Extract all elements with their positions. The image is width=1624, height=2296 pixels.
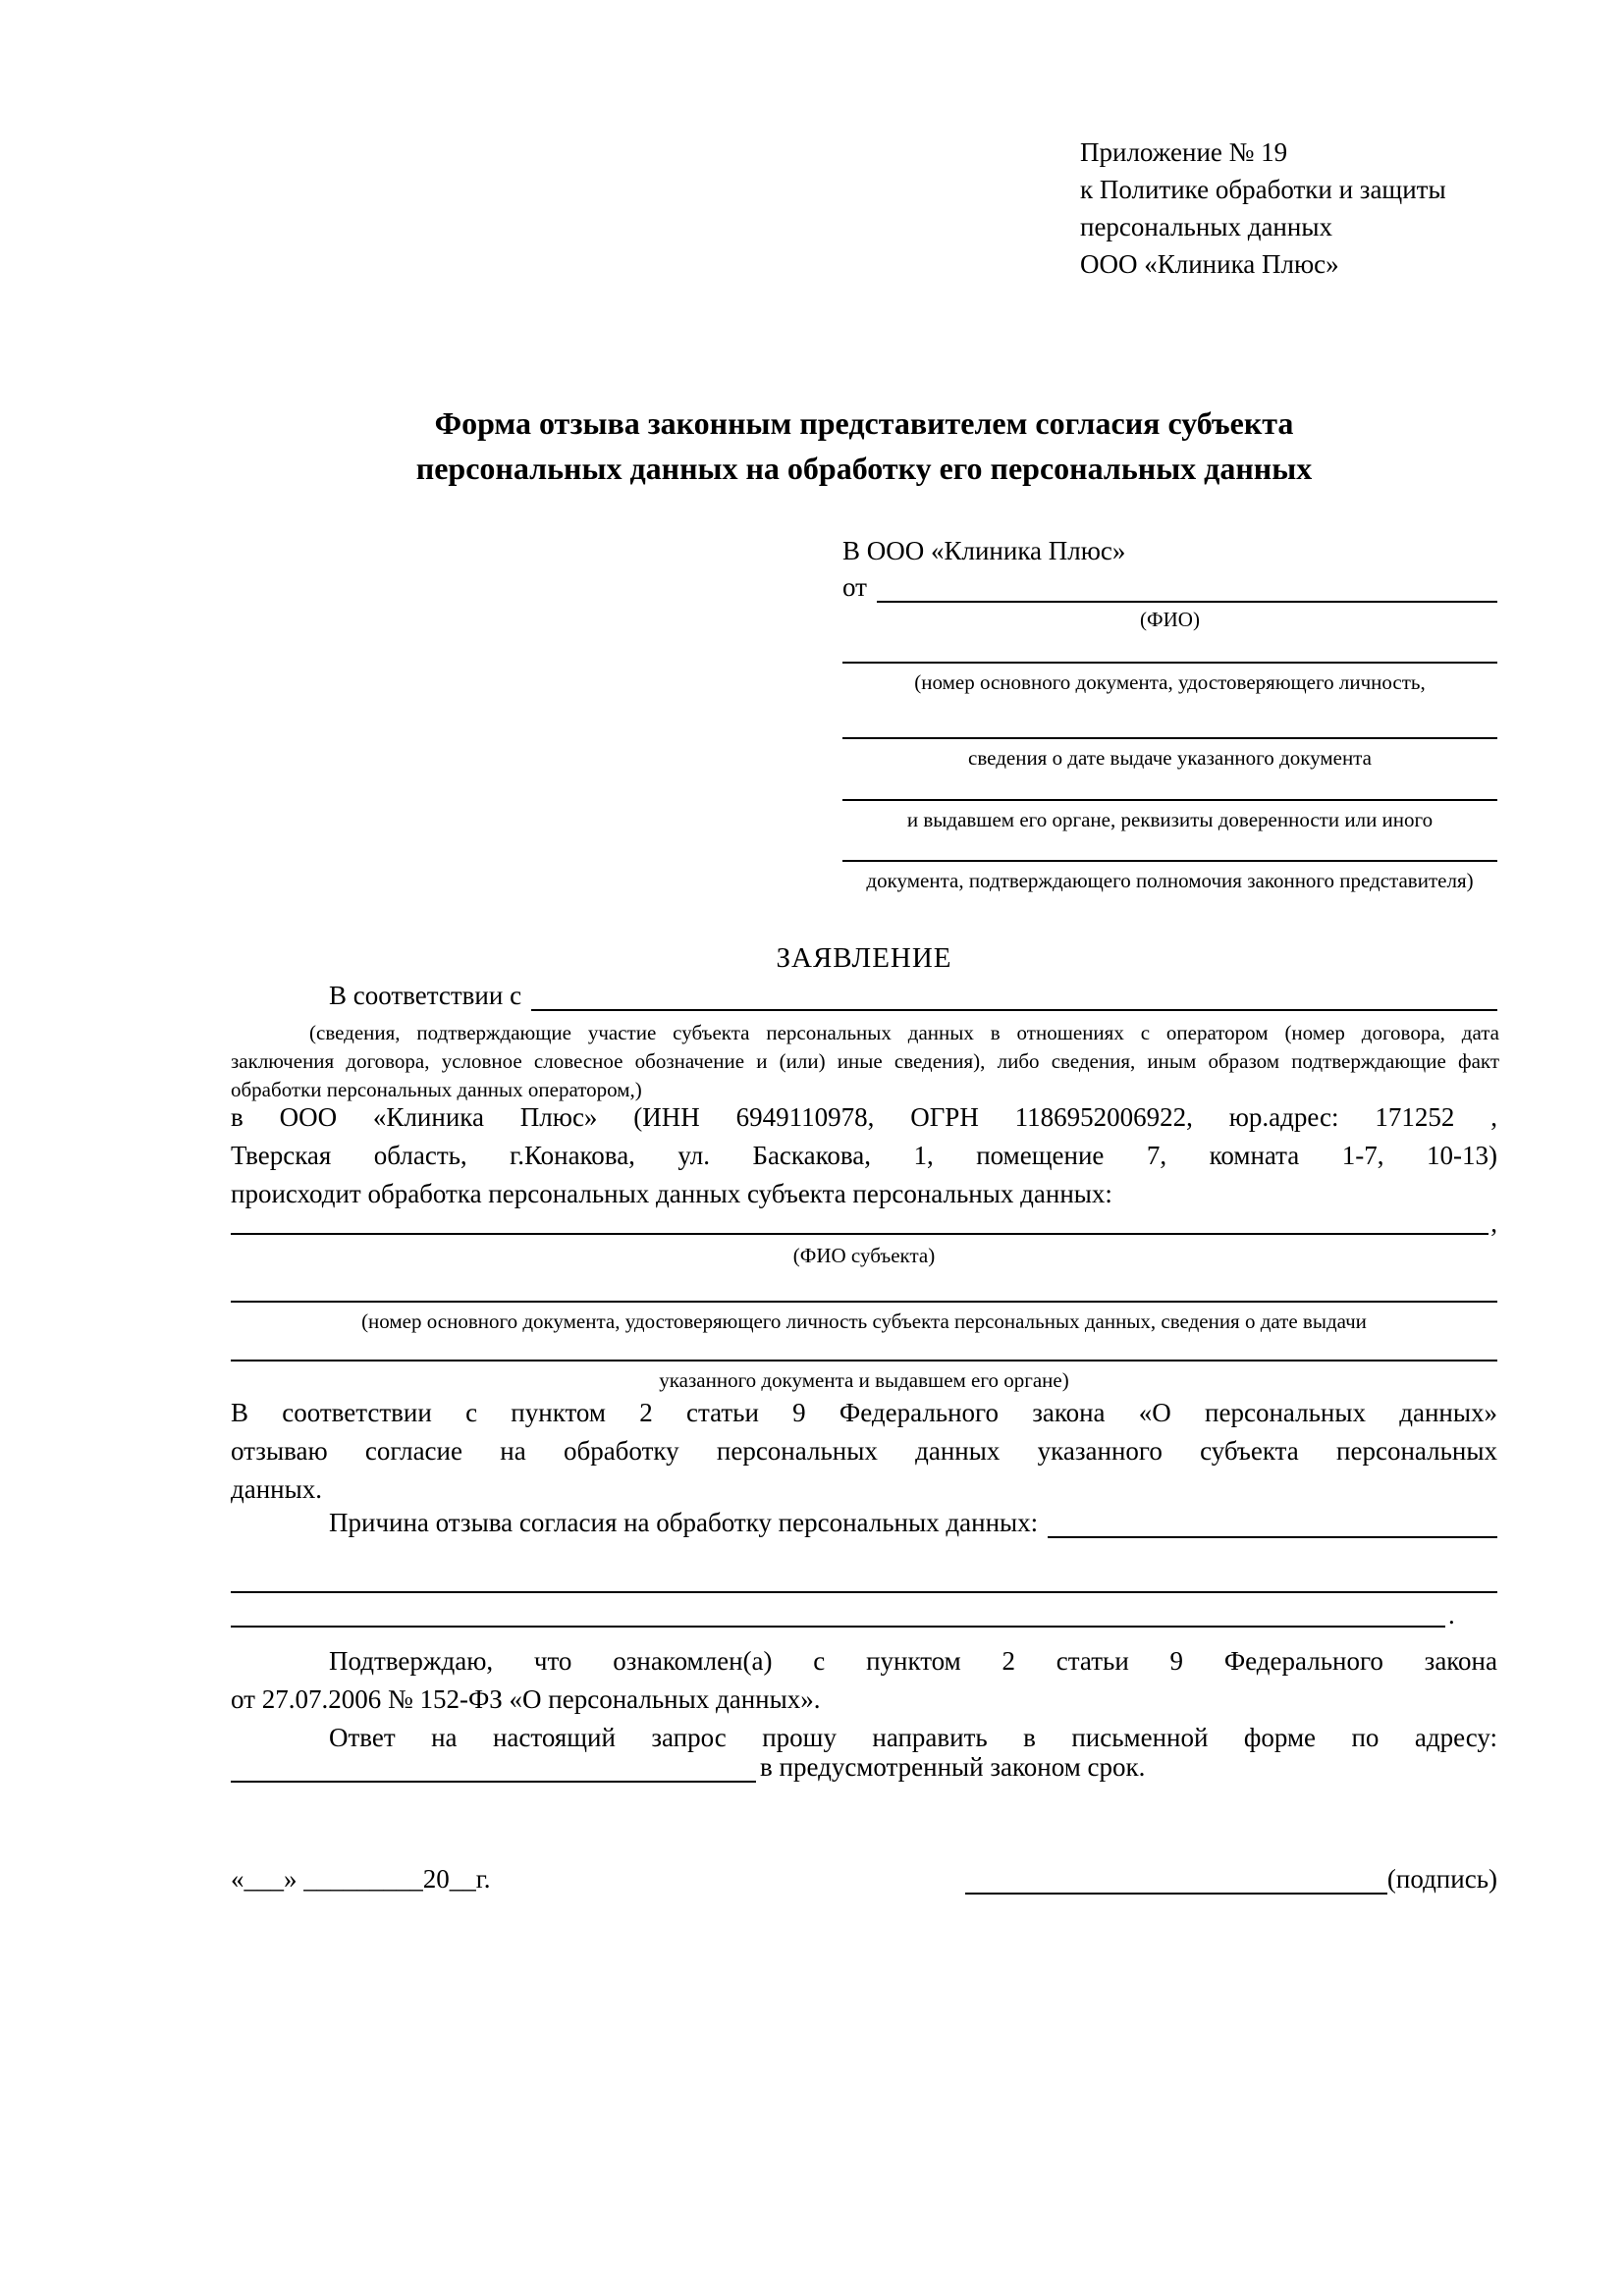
- reason-label: Причина отзыва согласия на обработку персональных данных:: [329, 1508, 1039, 1537]
- subject-document-blank-line: [231, 1301, 1497, 1303]
- fio-subject-caption: (ФИО субъекта): [792, 1244, 936, 1267]
- reason-blank-line-3: [231, 1626, 1445, 1628]
- from-row: [842, 572, 1497, 603]
- signature-blank-line: [965, 1867, 1387, 1895]
- reply-paragraph: Ответ на настоящий запрос прошу направить в письменной форме по адресу:: [329, 1723, 1497, 1752]
- signature-group: [965, 1863, 1497, 1895]
- period: .: [1448, 1600, 1455, 1629]
- appendix-line-1: Приложение № 19: [1080, 137, 1288, 167]
- from-label: от: [842, 572, 867, 602]
- issuing-authority-subject-blank-line: [231, 1360, 1497, 1362]
- withdrawal-line-2: отзываю согласие на обработку персональных данных указанного субъекта персональных: [231, 1436, 1497, 1466]
- fine-print-line-1: (сведения, подтверждающие участие субъекта персональных данных в отношениях с оператором (номер договора, дата: [309, 1021, 1499, 1044]
- confirm-line-1: Подтверждаю, что ознакомлен(а) с пунктом 2 статьи 9 Федерального закона: [329, 1646, 1497, 1676]
- blank-caption-2: сведения о дате выдаче указанного документа: [968, 746, 1372, 770]
- operator-paragraph: [231, 1098, 1497, 1213]
- signature-caption: (подпись): [1386, 1864, 1497, 1894]
- accordance-label: В соответствии с: [329, 981, 522, 1010]
- fio-caption: (ФИО): [1140, 608, 1200, 631]
- issue-date-blank-line: [842, 737, 1497, 739]
- statement-heading: ЗАЯВЛЕНИЕ: [776, 942, 952, 974]
- operator-line-3: происходит обработка персональных данных субъекта персональных данных:: [231, 1179, 1112, 1208]
- blank-caption-4: документа, подтверждающего полномочия законного представителя): [866, 869, 1474, 892]
- fine-print-line-2: заключения договора, условное словесное обозначение и (или) иные сведения), либо сведения, иным образом подтверждающие факт: [231, 1049, 1499, 1073]
- authority-document-blank-line: [842, 860, 1497, 862]
- reply-tail: в предусмотренный законом срок.: [760, 1752, 1146, 1782]
- subject-name-row: [231, 1208, 1497, 1238]
- title-line-2: персональных данных на обработку его персональных данных: [415, 451, 1313, 486]
- representative-document-blank-line: [842, 662, 1497, 664]
- addressee-to: В ООО «Клиника Плюс»: [842, 536, 1126, 565]
- reason-row: [231, 1509, 1497, 1538]
- subject-name-blank-line: [231, 1233, 1489, 1235]
- subject-document-caption: (номер основного документа, удостоверяющего личность субъекта персональных данных, сведения о дате выдачи: [361, 1309, 1367, 1333]
- fine-print-line-3: обработки персональных данных оператором,): [231, 1078, 642, 1101]
- blank-caption-3: и выдавшем его органе, реквизиты доверенности или иного: [906, 808, 1434, 831]
- confirm-line-2: от 27.07.2006 № 152-ФЗ «О персональных данных».: [231, 1684, 821, 1714]
- date-placeholder: «___» _________20__г.: [231, 1864, 491, 1894]
- date-signature-row: [231, 1863, 1497, 1895]
- accordance-blank-line: [531, 1009, 1497, 1011]
- issuing-authority-blank-line: [842, 799, 1497, 801]
- address-blank-line: [231, 1781, 756, 1783]
- addressee-block: [842, 536, 1497, 894]
- title-line-1: Форма отзыва законным представителем согласия субъекта: [434, 405, 1294, 441]
- comma: ,: [1490, 1208, 1497, 1238]
- from-blank-line: [877, 601, 1497, 603]
- operator-line-1: в ООО «Клиника Плюс» (ИНН 6949110978, ОГРН 1186952006922, юр.адрес: 171252 ,: [231, 1102, 1497, 1132]
- reason-blank-line-2: [231, 1591, 1497, 1593]
- appendix-line-4: ООО «Клиника Плюс»: [1080, 249, 1339, 279]
- reason-blank-row-3: [231, 1600, 1497, 1628]
- issuing-authority-subject-caption: указанного документа и выдавшем его органе): [659, 1368, 1069, 1392]
- withdrawal-line-1: В соответствии с пунктом 2 статьи 9 Федерального закона «О персональных данных»: [231, 1398, 1497, 1427]
- confirm-paragraph: [231, 1642, 1497, 1719]
- withdrawal-line-3: данных.: [231, 1474, 323, 1504]
- appendix-line-3: персональных данных: [1080, 212, 1332, 241]
- operator-line-2: Тверская область, г.Конакова, ул. Баскакова, 1, помещение 7, комната 1-7, 10-13): [231, 1141, 1497, 1170]
- address-row: [231, 1752, 1497, 1783]
- document-title: [231, 400, 1497, 491]
- appendix-block: [1080, 133, 1446, 283]
- withdrawal-paragraph: [231, 1394, 1497, 1509]
- appendix-line-2: к Политике обработки и защиты: [1080, 175, 1446, 204]
- fine-print: [231, 1019, 1499, 1104]
- reason-blank-line: [1048, 1536, 1497, 1538]
- accordance-row: [231, 982, 1497, 1011]
- blank-caption-1: (номер основного документа, удостоверяющего личность,: [914, 670, 1426, 694]
